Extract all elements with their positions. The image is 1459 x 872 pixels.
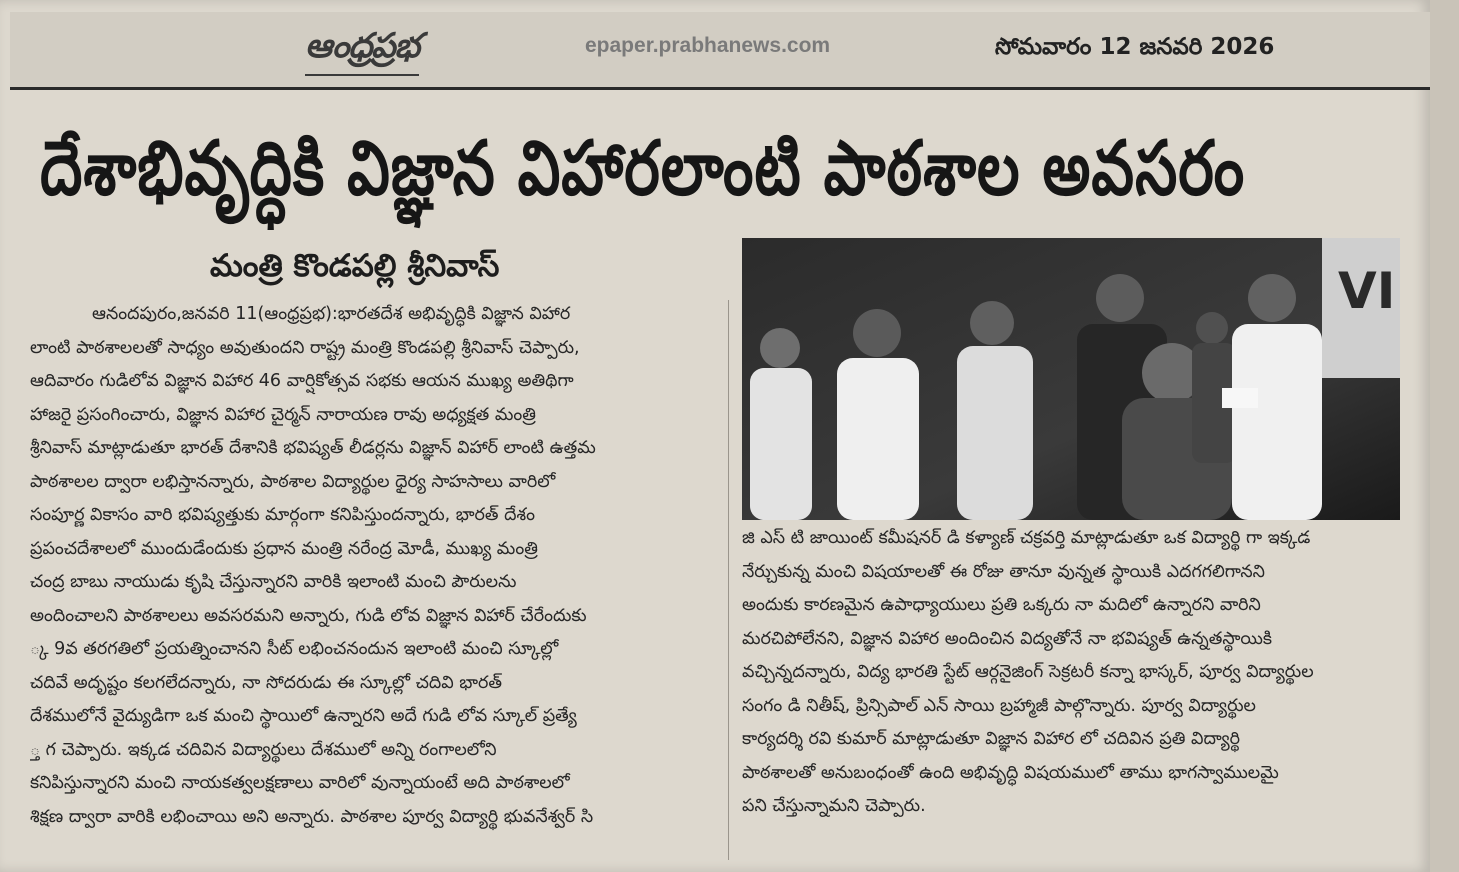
website-url: epaper.prabhanews.com — [585, 34, 831, 57]
article-line: ప్రపంచదేశాలలో ముందుడేందుకు ప్రధాన మంత్రి నరేంద్ర మోడీ, ముఖ్య మంత్రి — [30, 538, 538, 559]
article-left-column — [30, 298, 718, 868]
article-line: ్త గ చెప్పారు. ఇక్కడ చదివిన విద్యార్థులు దేశములో అన్ని రంగాలలోని — [30, 739, 497, 760]
article-line: ్క 9వ తరగతిలో ప్రయత్నించానని సీట్ లభించనందున ఇలాంటి మంచి స్కూల్లో — [30, 639, 559, 659]
article-line: వచ్చిన్నదన్నారు, విద్య భారతి స్టేట్ ఆర్గనైజింగ్ సెక్రటరీ కన్నా భాస్కర్, పూర్వ విద్యార్థుల — [742, 662, 1314, 682]
article-line: ఆదివారం గుడిలోవ విజ్ఞాన విహార 46 వార్షికోత్సవ సభకు ఆయన ముఖ్య అతిథిగా — [30, 371, 574, 391]
article-line: శిక్షణ ద్వారా వారికి లభించాయి అని అన్నారు. పాఠశాల పూర్వ విద్యార్థి భువనేశ్వర్ సి — [30, 806, 594, 827]
article-right-column — [742, 522, 1402, 832]
article-line: మరచిపోలేనని, విజ్ఞాన విహార అందించిన విద్యతోనే నా భవిష్యత్ ఉన్నతస్థాయికి — [742, 628, 1273, 649]
article-line: దేశములోనే వైద్యుడిగా ఒక మంచి స్థాయిలో ఉన్నారని అదే గుడి లోవ స్కూల్ ప్రత్యే — [30, 706, 577, 726]
article-line: కనిపిస్తున్నారని మంచి నాయకత్వలక్షణాలు వారిలో వున్నాయంటే అది పాఠశాలలో — [30, 773, 570, 793]
article-line: హాజరై ప్రసంగించారు, విజ్ఞాన విహార చైర్మన్ నారాయణ రావు అధ్యక్షత మంత్రి — [30, 404, 536, 425]
issue-date: సోమవారం 12 జనవరి 2026 — [995, 34, 1275, 60]
news-photo — [742, 238, 1400, 520]
article-line: చదివే అదృష్టం కలగలేదన్నారు, నా సోదరుడు ఈ స్కూల్లో చదివి భారత్ — [30, 672, 503, 693]
article-line: పాఠశాలల ద్వారా లభిస్తానన్నారు, పాఠశాల విద్యార్థుల ధైర్య సాహసాలు వారిలో — [30, 471, 556, 492]
article-line: శ్రీనివాస్ మాట్లాడుతూ భారత్ దేశానికి భవిష్యత్ లీడర్లను విజ్ఞాన్ విహార్ లాంటి ఉత్తమ — [30, 438, 596, 458]
masthead — [10, 12, 1430, 90]
article-line: సంగం డి నితీష్, ప్రిన్సిపాల్ ఎన్ సాయి బ్రహ్మాజీ పాల్గొన్నారు. పూర్వ విద్యార్థుల — [742, 695, 1256, 716]
article-line: నేర్చుకున్న మంచి విషయాలతో ఈ రోజు తానూ వున్నత స్థాయికి ఎదగగలిగానని — [742, 561, 1265, 582]
article-headline: దేశాభివృద్ధికి విజ్ఞాన విహారలాంటి పాఠశాల అవసరం — [40, 125, 1246, 213]
article-byline: మంత్రి కొండపల్లి శ్రీనివాస్ — [210, 248, 500, 284]
article-line: సంపూర్ణ వికాసం వారి భవిష్యత్తుకు మార్గంగా కనిపిస్తుందన్నారు, భారత్ దేశం — [30, 505, 535, 525]
article-line: ఆనందపురం,జనవరి 11(ఆంధ్రప్రభ):భారతదేశ అభివృద్ధికి విజ్ఞాన విహార — [92, 304, 571, 324]
article-line: పని చేస్తున్నామని చెప్పారు. — [742, 796, 926, 816]
event-photo-illustration — [742, 238, 1400, 520]
column-divider — [728, 300, 729, 860]
article-line: లాంటి పాఠశాలలతో సాధ్యం అవుతుందని రాష్ట్ర మంత్రి కొండపల్లి శ్రీనివాస్ చెప్పారు, — [30, 337, 580, 358]
article-line: కార్యదర్శి రవి కుమార్ మాట్లాడుతూ విజ్ఞాన విహార లో చదివిన ప్రతి విద్యార్థి — [742, 729, 1241, 749]
article-line: పాఠశాలతో అనుబంధంతో ఉంది అభివృద్ధి విషయములో తాము భాగస్వాములమై — [742, 762, 1279, 783]
article-line: జి ఎస్ టి జాయింట్ కమీషనర్ డి కళ్యాణ్ చక్రవర్తి మాట్లాడుతూ ఒక విద్యార్థి గా ఇక్కడ — [742, 528, 1311, 548]
article-line: అందించాలని పాఠశాలలు అవసరమని అన్నారు, గుడి లోవ విజ్ఞాన విహార్ చేరేందుకు — [30, 605, 587, 626]
article-line: అందుకు కారణమైన ఉపాధ్యాయులు ప్రతి ఒక్కరు నా మదిలో ఉన్నారని వారిని — [742, 595, 1261, 615]
newspaper-logo: ఆంధ్రప్రభ — [305, 26, 419, 76]
article-line: చంద్ర బాబు నాయుడు కృషి చేస్తున్నారని వారికి ఇలాంటి మంచి పౌరులను — [30, 572, 517, 592]
photo-banner-text: VI — [1338, 262, 1396, 320]
